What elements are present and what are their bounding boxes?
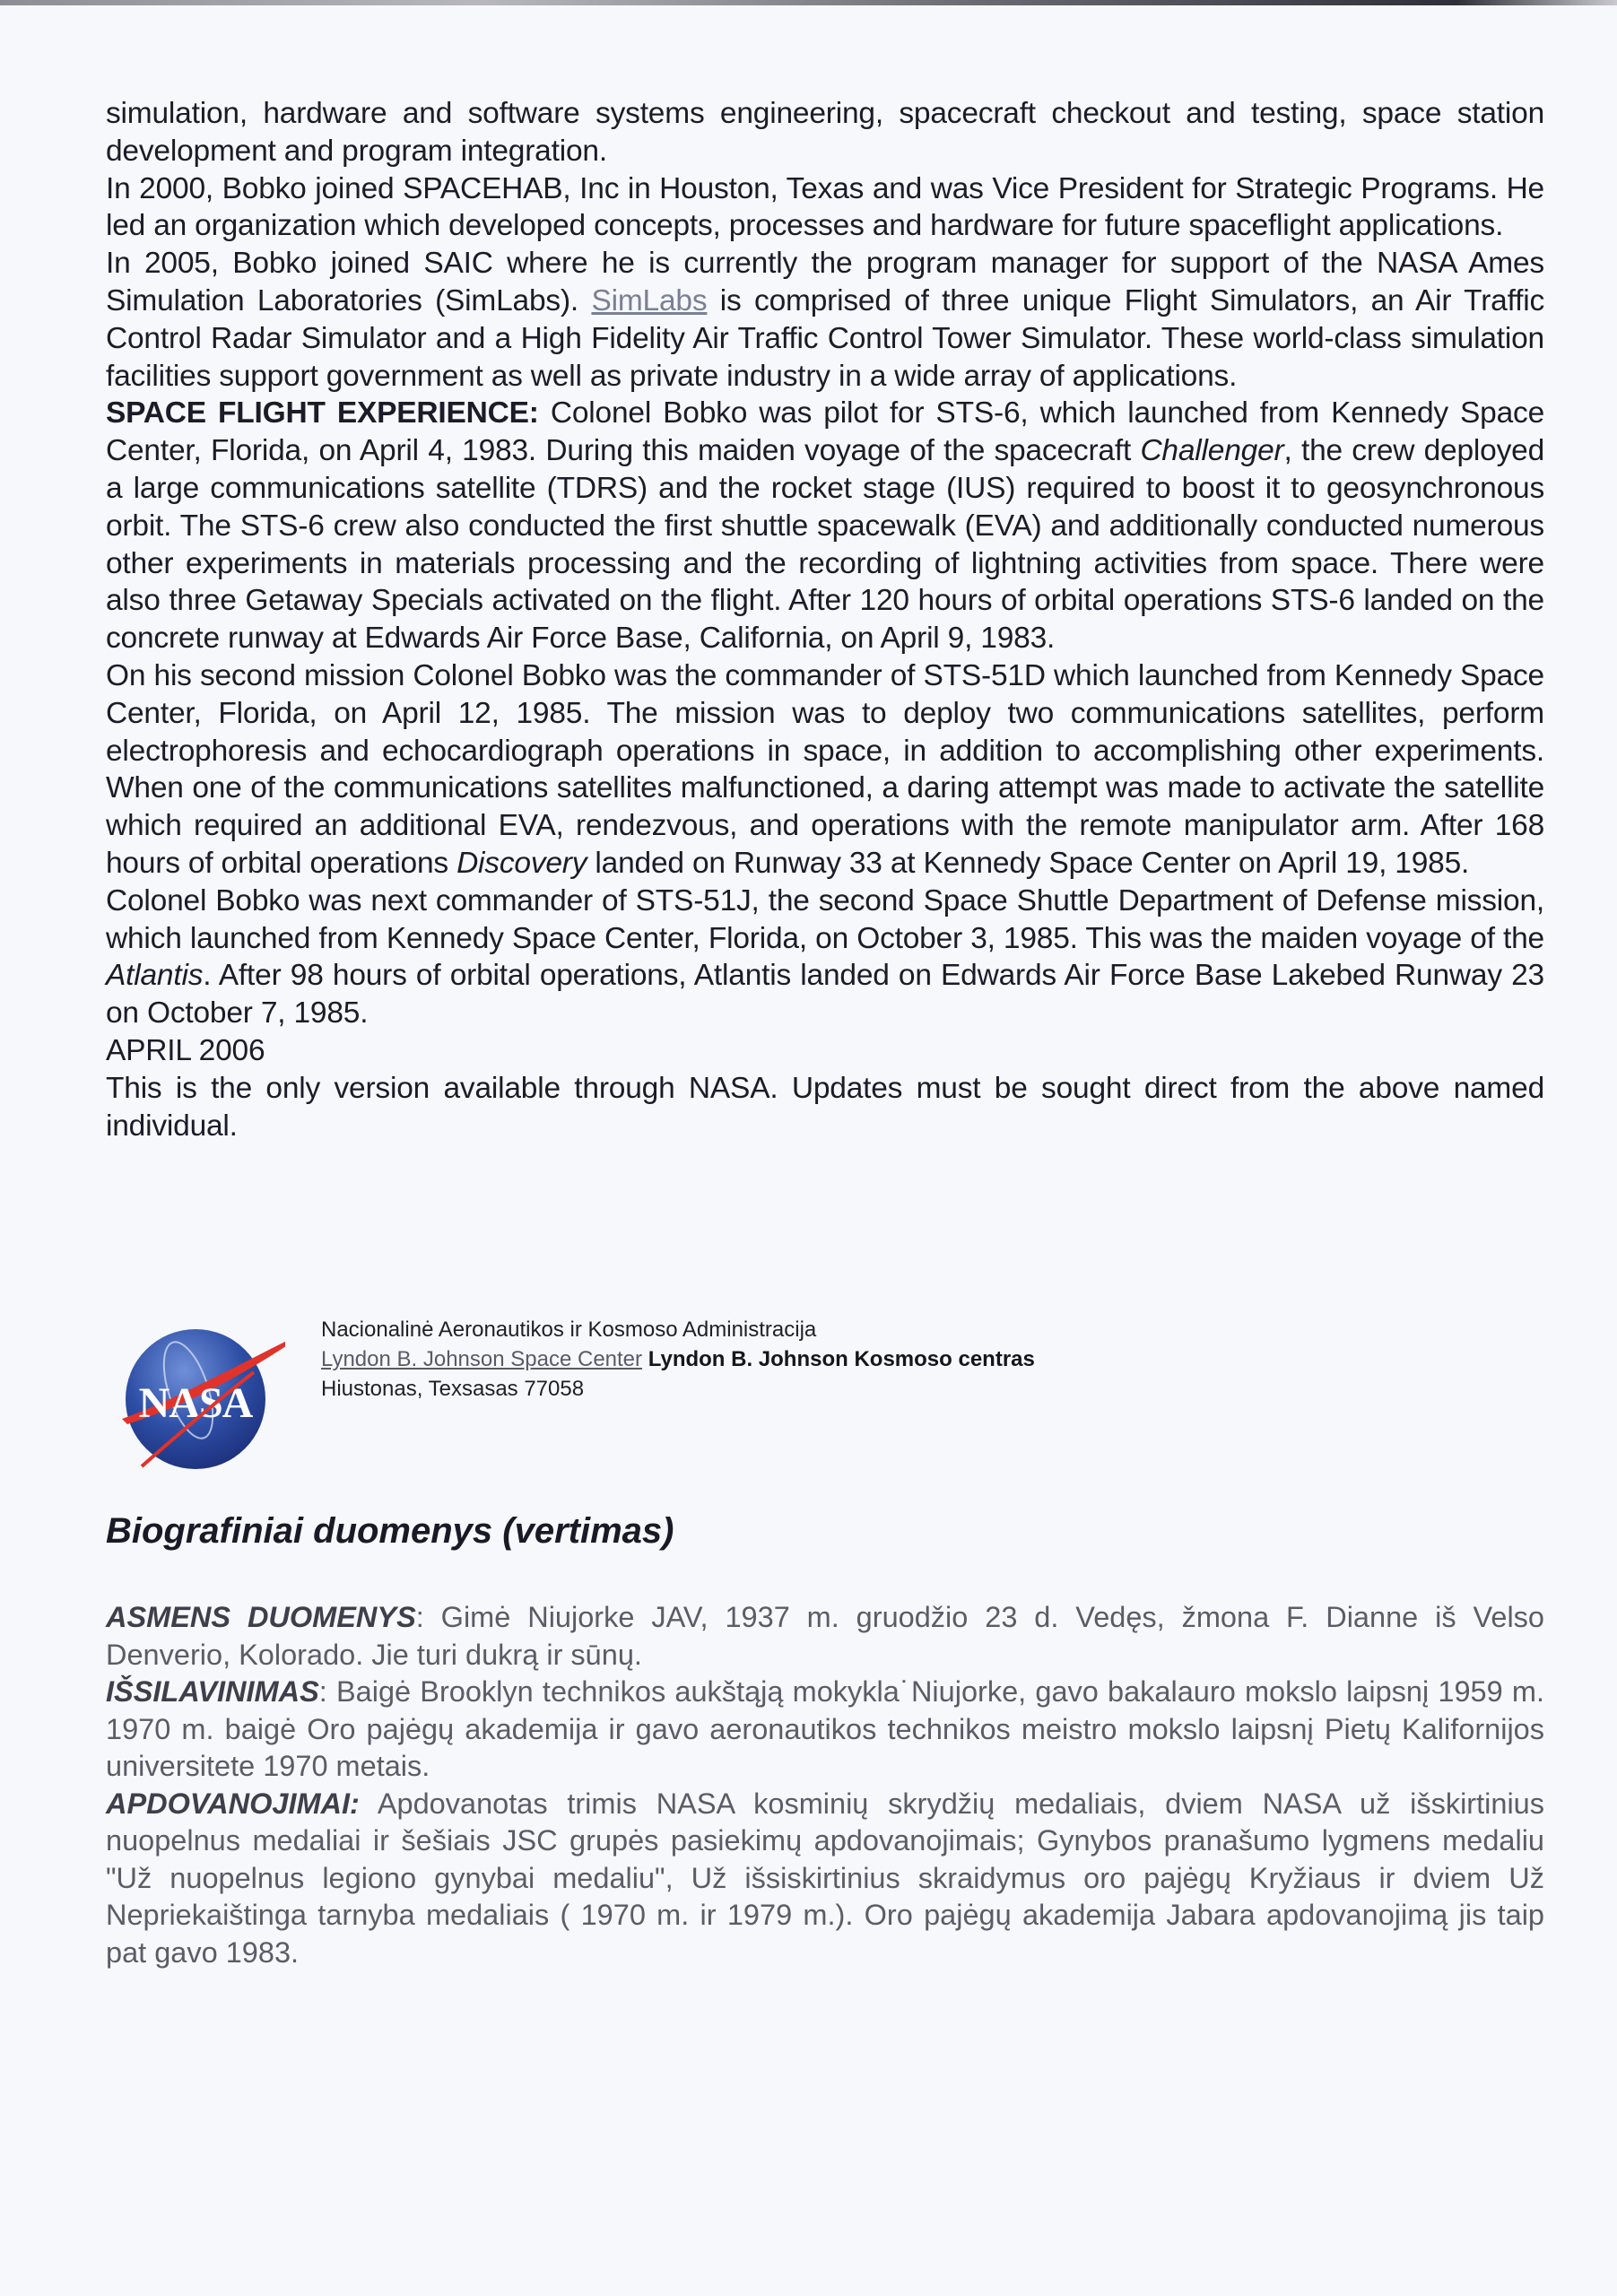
sts51d-text-2: landed on Runway 33 at Kennedy Space Center on April 19, 1985. (587, 846, 1470, 880)
discovery-name: Discovery (456, 846, 587, 880)
paragraph-disclaimer: This is the only version available through NASA. Updates must be sought direct from the above named individual. (106, 1071, 1544, 1143)
jsc-name-lt: Lyndon B. Johnson Kosmoso centras (648, 1347, 1035, 1371)
nasa-meatball-logo-icon (106, 1309, 285, 1480)
section-awards (106, 1786, 1544, 1972)
paragraph-saic (106, 245, 1544, 395)
sts51d-text-1: On his second mission Colonel Bobko was the commander of STS-51D which launched from Kennedy Space Center, Florida, on April 12, 1985. The mission was to deploy two communications satellites, perform electrophoresis and echocardiograph operations in space, in addition to accomplishing other experiments. When one of the communications satellites malfunctioned, a daring attempt was made to activate the satellite which required an additional EVA, rendezvous, and operations with the remote manipulator arm. After 168 hours of orbital operations (106, 658, 1544, 880)
saic-text-after: is comprised of three unique Flight Simulators, an Air Traffic Control Radar Simulator and a High Fidelity Air Traffic Control Tower Simulator. These world-class simulation facilities support government as well as private industry in a wide array of applications. (106, 283, 1544, 393)
sts51j-text-2: . After 98 hours of orbital operations, Atlantis landed on Edwards Air Force Base Lakebed Runway 23 on October 7, 1985. (106, 959, 1544, 1031)
agency-name-lt: Nacionalinė Aeronautikos ir Kosmoso Administracija (321, 1318, 817, 1342)
education-text: : Baigė Brooklyn technikos aukštąją mokykla˙Niujorke, gavo bakalauro mokslo laipsnį 1959 m. 1970 m. baigė Oro pajėgų akademija ir gavo aeronautikos technikos meistro mokslo laipsnį Pietų Kalifornijos universitete 1970 metais. (106, 1675, 1544, 1782)
jsc-link[interactable]: Lyndon B. Johnson Space Center (321, 1347, 643, 1371)
space-flight-experience-heading: SPACE FLIGHT EXPERIENCE: (106, 396, 539, 430)
paragraph-spacehab: In 2000, Bobko joined SPACEHAB, Inc in Houston, Texas and was Vice President for Strategic Programs. He led an organization which developed concepts, processes and hardware for future spaceflight applications. (106, 171, 1544, 243)
city-address: Hiustonas, Texsasas 77058 (321, 1377, 585, 1401)
document-date: APRIL 2006 (106, 1033, 265, 1067)
paragraph-career-intro: simulation, hardware and software systems engineering, spacecraft checkout and testing, space station development and program integration. (106, 97, 1544, 168)
letterhead-address (321, 1315, 1035, 1404)
paragraph-sts-51j (106, 883, 1544, 1032)
section-education (106, 1674, 1544, 1786)
letterhead (106, 1309, 1272, 1480)
section-personal-data (106, 1599, 1544, 1674)
simlabs-link[interactable]: SimLabs (591, 283, 708, 317)
paragraph-space-flight-experience (106, 395, 1544, 657)
saic-text-before: In 2005, Bobko joined SAIC where he is currently the program manager for support of the NASA Ames Simulation Laboratories (SimLabs). (106, 247, 1544, 317)
paragraph-sts-51d (106, 657, 1544, 883)
translation-body (106, 1599, 1544, 1971)
education-heading: IŠSILAVINIMAS (106, 1675, 319, 1708)
english-biography (106, 95, 1544, 1144)
svg-text:NASA: NASA (138, 1379, 253, 1427)
sts6-text-1: Colonel Bobko was pilot for STS-6, which launched from Kennedy Space Center, Florida, on April 4, 1983. During this maiden voyage of the spacecraft (106, 396, 1544, 468)
challenger-name: Challenger (1140, 434, 1284, 468)
center-name-line (321, 1344, 1035, 1374)
translation-title: Biografiniai duomenys (vertimas) (106, 1511, 674, 1551)
atlantis-name: Atlantis (106, 959, 204, 993)
personal-data-heading: ASMENS DUOMENYS (106, 1601, 416, 1633)
personal-data-text: : Gimė Niujorke JAV, 1937 m. gruodžio 23 d. Vedęs, žmona F. Dianne iš Velso Denverio, Kolorado. Jie turi dukrą ir sūnų. (106, 1601, 1545, 1671)
scan-top-edge (0, 0, 1617, 5)
awards-text: Apdovanotas trimis NASA kosminių skrydžių medaliais, dviem NASA už išskirtinius nuopelnus medaliai ir šešiais JSC grupės pasiekimų apdovanojimais; Gynybos pranašumo lygmens medaliu "Už nuopelnus legiono gynybai medaliu", Už išsiskirtinius skraidymus oro pajėgų Kryžiaus ir dviem Už Nepriekaištinga tarnyba medaliais ( 1970 m. ir 1979 m.). Oro pajėgų akademija Jabara apdovanojimą jis taip pat gavo 1983. (106, 1787, 1544, 1969)
awards-heading: APDOVANOJIMAI: (106, 1787, 360, 1820)
sts6-text-2: , the crew deployed a large communications satellite (TDRS) and the rocket stage (IUS) required to boost it to geosynchronous orbit. The STS-6 crew also conducted the first shuttle spacewalk (EVA) and additionally conducted numerous other experiments in materials processing and the recording of lightning activities from space. There were also three Getaway Specials activated on the flight. After 120 hours of orbital operations STS-6 landed on the concrete runway at Edwards Air Force Base, California, on April 9, 1983. (106, 434, 1544, 656)
sts51j-text-1: Colonel Bobko was next commander of STS-51J, the second Space Shuttle Department of Defense mission, which launched from Kennedy Space Center, Florida, on October 3, 1985. This was the maiden voyage of the (106, 883, 1544, 955)
